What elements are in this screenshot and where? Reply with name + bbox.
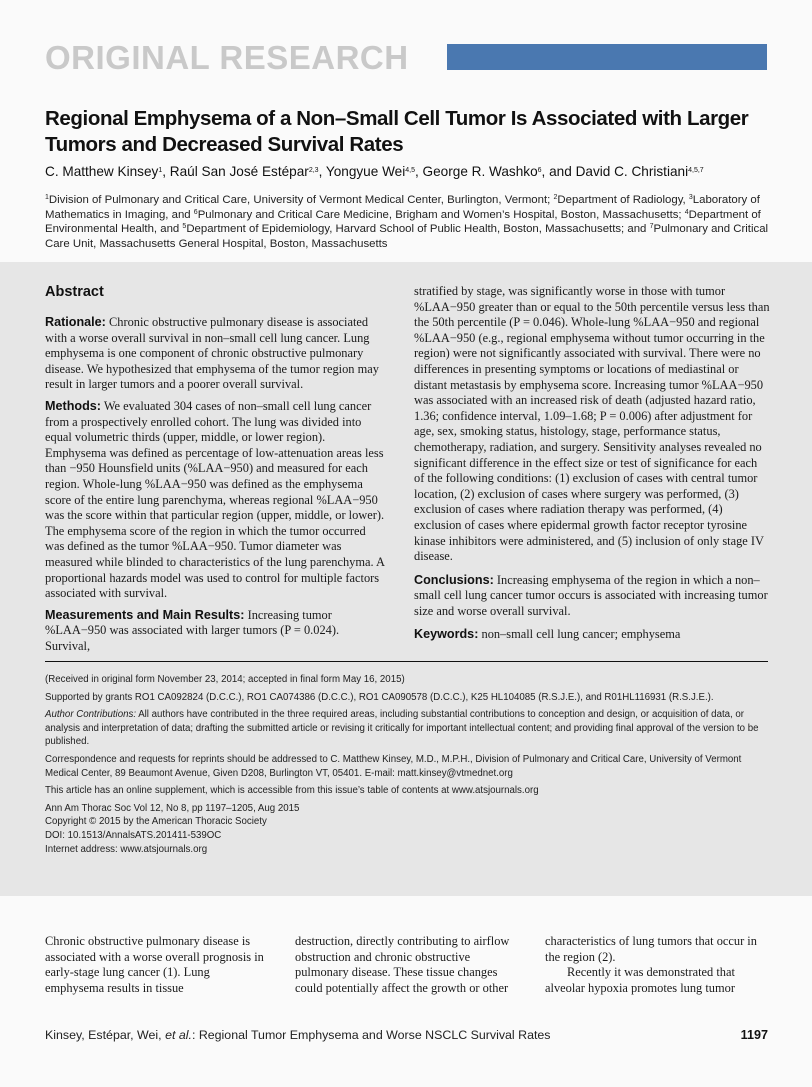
article-notes (45, 673, 770, 856)
affiliation-marker: 4 (684, 208, 689, 216)
running-authors: Kinsey, Estépar, Wei, (45, 1028, 166, 1042)
received-dates: (Received in original form November 23, 2014; accepted in final form May 16, 2015) (45, 674, 405, 685)
author-affiliation-marker: 4,5 (405, 167, 415, 174)
author-contributions (45, 708, 770, 749)
body-paragraph: Chronic obstructive pulmonary disease is associated with a worse overall prognosis in early-stage lung cancer (1). Lung emphysema results in tissue (45, 934, 264, 995)
author-separator: , (318, 164, 326, 179)
internet-address: Internet address: www.atsjournals.org (45, 843, 208, 855)
author-name: C. Matthew Kinsey (45, 164, 159, 179)
contributions-text: All authors have contributed in the three required areas, including substantial contributions to conception and design, or acquisition of data, or analysis and interpretation of data; drafting the submitted article or revising it critically for important intellectual content; and providing final approval of the version to be published. (45, 709, 759, 748)
abstract-left-column (45, 315, 387, 660)
affiliations (45, 193, 775, 251)
results-text: Increasing tumor %LAA−950 was associated with larger tumors (P = 0.024). Survival, (45, 607, 340, 653)
body-paragraph: destruction, directly contributing to airflow obstruction and chronic obstructive pulmonary disease. These tissue changes could potentially affect the growth or other (295, 934, 510, 995)
conclusions-label: Conclusions: (414, 572, 494, 587)
affiliation-text: Laboratory of Mathematics in Imaging, and (45, 194, 760, 221)
methods-text: We evaluated 304 cases of non–small cell lung cancer from a prospectively enrolled cohort. The lung was divided into equal volumetric thirds (upper, middle, or lower region). Emphysema was defined as percentage of low-attenuation areas less than −950 Hounsfield units (%LAA−950) and measured for each region. Whole-lung %LAA−950 was defined as the emphysema score of the entire lung parenchyma, whereas regional %LAA−950 was the score within that particular region (upper, middle, or lower). The emphysema score of the region in which the tumor occurred was defined as the tumor %LAA−950. Tumor diameter was measured while blinded to characteristics of the lung parenchyma. A proportional hazards model was used to control for multiple factors associated with survival. (45, 398, 385, 601)
author-separator: , (414, 164, 423, 179)
body-paragraph: Recently it was demonstrated that alveolar hypoxia promotes lung tumor (545, 965, 735, 995)
abstract-heading: Abstract (45, 284, 104, 300)
results-label: Measurements and Main Results: (45, 607, 245, 622)
author-name: George R. Washko (422, 164, 538, 179)
abstract-right-column (414, 284, 770, 649)
affiliation-text: Department of Epidemiology, Harvard School of Public Health, Boston, Massachusetts; and (186, 223, 650, 235)
affiliation-text: Pulmonary and Critical Care Unit, Massachusetts General Hospital, Boston, Massachusetts (45, 223, 769, 250)
conclusions-text: Increasing emphysema of the region in which a non–small cell lung cancer tumor occurs is associated with increasing tumor size and worse overall survival. (414, 572, 768, 618)
abstract-results (45, 608, 387, 655)
running-footer (45, 1028, 551, 1042)
author-name: Yongyue Wei (325, 164, 406, 179)
running-title: : Regional Tumor Emphysema and Worse NSCLC Survival Rates (191, 1028, 551, 1042)
funding-note: Supported by grants RO1 CA092824 (D.C.C.), RO1 CA074386 (D.C.C.), RO1 CA090578 (D.C.C.), K25 HL104085 (R.S.J.E.), and R01HL116931 (R.S.J.E.). (45, 691, 714, 703)
doi: DOI: 10.1513/AnnalsATS.201411-539OC (45, 829, 222, 841)
correspondence-note: Correspondence and requests for reprints should be addressed to C. Matthew Kinsey, M.D., M.P.H., Division of Pulmonary and Critical Care, University of Vermont Medical Center, 89 Beaumont Avenue, Given D208, Burlington VT, 05401. E-mail: matt.kinsey@vtmednet.org (45, 753, 742, 779)
affiliation-marker: 1 (45, 194, 49, 201)
contributions-label: Author Contributions: (45, 709, 137, 721)
citation-block (45, 802, 770, 856)
page-number: 1197 (740, 1028, 768, 1042)
rationale-text: Chronic obstructive pulmonary disease is associated with a worse overall survival in non–small cell lung cancer. Lung emphysema is one component of chronic obstructive pulmonary disease. We hypothesized that emphysema of the tumor region may result in larger tumors and a poorer overall survival. (45, 315, 379, 392)
rationale-label: Rationale: (45, 315, 106, 329)
affiliation-marker: 7 (649, 223, 654, 230)
author-affiliation-marker: 2,3 (308, 167, 319, 174)
divider (45, 661, 768, 662)
author-separator: , (162, 164, 170, 179)
affiliation-marker: 6 (193, 208, 198, 216)
author-affiliation-marker: 6 (537, 167, 542, 174)
copyright: Copyright © 2015 by the American Thoracic Society (45, 816, 267, 828)
affiliation-marker: 5 (182, 223, 187, 230)
abstract-keywords (414, 627, 770, 643)
body-column-3 (545, 934, 769, 996)
abstract-results-continued: stratified by stage, was significantly worse in those with tumor %LAA−950 greater than or equal to the 50th percentile versus less than the 50th percentile (P = 0.046). Whole-lung %LAA−950 and regional %LAA−950 (e.g., regional emphysema without tumor occurring in the region) were not significantly associated with survival. There were no differences in presenting symptoms or locations of mediastinal or distant metastasis by emphysema score. Increasing tumor %LAA−950 was associated with an increased risk of death (adjusted hazard ratio, 1.36; confidence interval, 1.09–1.68; P = 0.006) after adjustment for age, sex, smoking status, histology, stage, performance status, chemotherapy, radiation, and surgery. Sensitivity analyses revealed no significant difference in the effect size or test of significance for each of the following conditions: (1) exclusion of cases with central tumor location, (2) exclusion of cases where surgery was performed, (3) exclusion of cases where radiation therapy was performed, (4) exclusion of cases where epidermal growth factor receptor tyrosine kinase inhibitors were administered, and (5) inclusion of only stage IV disease. (414, 284, 770, 564)
keywords-text: non–small cell lung cancer; emphysema (481, 627, 681, 642)
affiliation-text: Pulmonary and Critical Care Medicine, Brigham and Women’s Hospital, Boston, Massachusetts; (197, 208, 685, 221)
keywords-label: Keywords: (414, 627, 479, 642)
author-name: David C. Christiani (575, 164, 689, 179)
section-accent-bar (447, 44, 767, 70)
body-text (45, 934, 770, 996)
abstract-conclusions (414, 573, 770, 620)
affiliation-text: Division of Pulmonary and Critical Care, University of Vermont Medical Center, Burlington, Vermont; (48, 194, 554, 206)
supplement-note: This article has an online supplement, which is accessible from this issue’s table of contents at www.atsjournals.org (45, 785, 539, 797)
affiliation-marker: 2 (553, 194, 558, 201)
citation: Ann Am Thorac Soc Vol 12, No 8, pp 1197–1205, Aug 2015 (45, 802, 300, 814)
author-separator: , and (541, 164, 576, 179)
methods-label: Methods: (45, 398, 101, 413)
abstract-rationale (45, 315, 387, 393)
et-al: et al. (165, 1028, 192, 1042)
author-affiliation-marker: 1 (158, 167, 163, 174)
author-list (45, 163, 785, 181)
abstract-methods (45, 399, 387, 602)
affiliation-marker: 3 (688, 194, 693, 201)
affiliation-text: Department of Environmental Health, and (45, 208, 761, 235)
affiliation-text: Department of Radiology, (557, 194, 689, 206)
body-column-1 (45, 934, 269, 996)
author-affiliation-marker: 4,5,7 (688, 167, 704, 174)
body-column-2 (295, 934, 519, 996)
article-title: Regional Emphysema of a Non–Small Cell Tumor Is Associated with Larger Tumors and Decreased Survival Rates (45, 107, 749, 156)
body-paragraph: characteristics of lung tumors that occur in the region (2). (545, 934, 757, 964)
section-label: ORIGINAL RESEARCH (45, 39, 409, 76)
author-name: Raúl San José Estépar (169, 164, 309, 179)
